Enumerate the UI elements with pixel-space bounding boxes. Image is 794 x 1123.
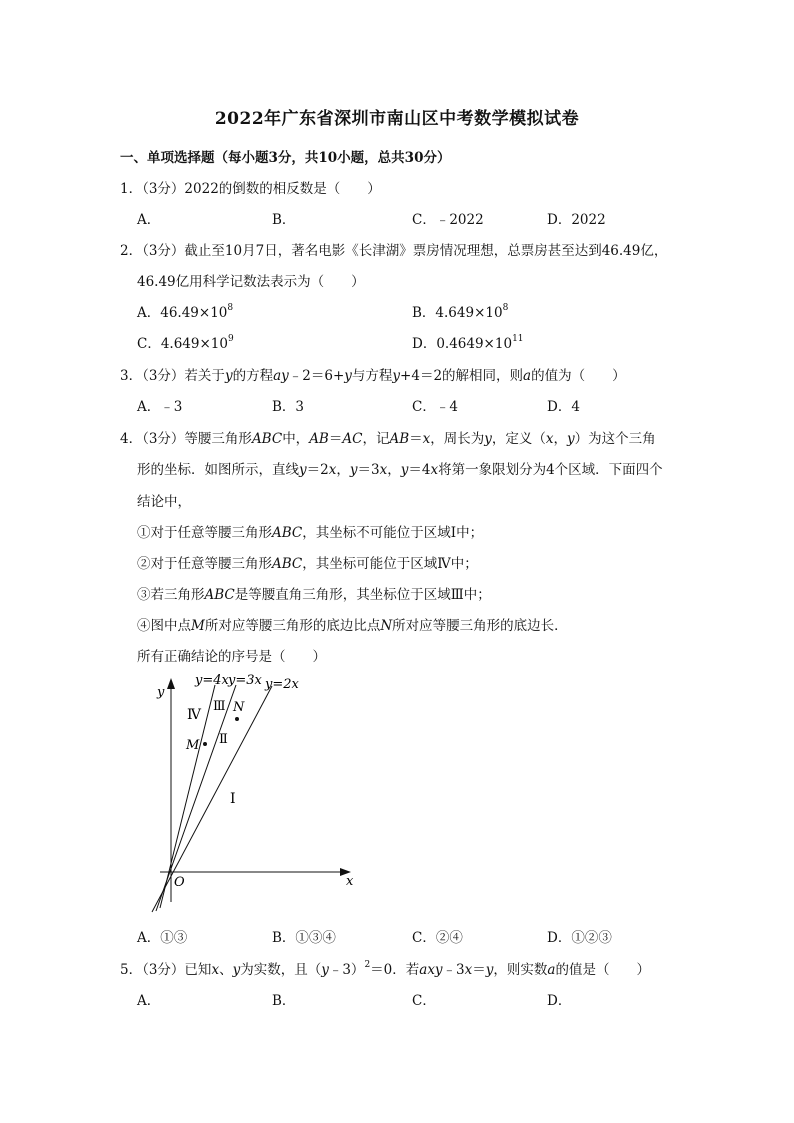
q4-option-d: D．①②③ [547, 930, 612, 946]
q5-text: ，则实数 [493, 962, 548, 978]
section-heading: 一、单项选择题（每小题3分，共10小题，总共30分） [120, 150, 451, 166]
q5-exponent: 2 [364, 960, 371, 970]
q3-var: y [344, 368, 352, 384]
q4-var: y [567, 431, 575, 447]
point-label-m: M [186, 738, 200, 753]
q4-text: 将第一象限划分为4个区域．下面四个 [438, 462, 663, 478]
point-label-n: N [233, 700, 245, 715]
q4-text: 中， [282, 431, 310, 447]
q2-d-exp: 11 [512, 334, 524, 344]
q3-var: y [392, 368, 401, 384]
q3-var: y [224, 368, 233, 384]
q4-var: ABC [272, 525, 303, 541]
q5-option-d: D． [547, 993, 572, 1009]
q4-var: ABC [272, 556, 303, 572]
q2-c-base: C．4.649×10 [137, 336, 228, 352]
question-5-stem [120, 958, 650, 978]
q4-conclusion-1 [137, 521, 483, 541]
q3-var: a [523, 368, 532, 384]
question-4-stem-line3: 结论中， [137, 494, 191, 510]
q4-text: ④图中点 [137, 618, 191, 634]
q5-var: x [211, 962, 220, 978]
question-4-stem-line1 [120, 427, 656, 447]
q5-text: 为实数，且（ [240, 962, 322, 978]
q3-option-c: C．﹣4 [412, 399, 458, 415]
q4-text: ， [387, 462, 401, 478]
q4-text: ，其坐标不可能位于区域Ⅰ中； [302, 525, 484, 541]
q2-b-exp: 8 [502, 303, 509, 313]
q4-var: AB [389, 431, 410, 447]
q5-var: axy [419, 962, 443, 978]
point-n [235, 717, 239, 721]
q5-var: y [485, 962, 494, 978]
q4-text: ＝3 [357, 462, 380, 478]
q4-text: 所对应等腰三角形的底边比点 [204, 618, 381, 634]
q5-text: ＝0．若 [370, 962, 420, 978]
q4-var: y [484, 431, 492, 447]
q4-figure [140, 670, 370, 920]
q3-text: 的值为（ ） [531, 368, 626, 384]
q4-text: 4．（3分）等腰三角形 [120, 431, 252, 447]
q5-var: a [547, 962, 556, 978]
q4-option-c: C．②④ [412, 930, 463, 946]
q2-option-b [412, 301, 508, 321]
q3-var: ay [273, 368, 289, 384]
page-title: 2022年广东省深圳市南山区中考数学模拟试卷 [214, 109, 580, 129]
region-label-i: Ⅰ [230, 791, 236, 807]
q4-var: y [299, 462, 307, 478]
q2-d-base: D．0.4649×10 [412, 336, 513, 352]
q3-option-d: D．4 [547, 399, 580, 415]
q4-var: AB [309, 431, 329, 447]
axis-label-y: y [157, 685, 165, 700]
label-y2x: y=2x [265, 677, 299, 692]
q4-var: N [380, 618, 393, 634]
q3-option-b: B．3 [272, 399, 305, 415]
q5-text: ＝ [472, 962, 486, 978]
point-m [203, 742, 207, 746]
q4-var: y [349, 462, 358, 478]
q5-text: ﹣3） [328, 962, 365, 978]
question-2-stem-line1: 2．（3分）截止至10月7日，著名电影《长津湖》票房情况理想，总票房甚至达到46.49亿， [120, 243, 668, 259]
q5-var: y [232, 962, 241, 978]
q3-text: 与方程 [351, 368, 393, 384]
region-label-iv: Ⅳ [187, 707, 201, 723]
q2-option-a [137, 301, 233, 321]
q4-var: x [430, 462, 439, 478]
q5-var: x [464, 962, 473, 978]
q4-conclusion-4 [137, 614, 568, 634]
q4-text: 是等腰直角三角形，其坐标位于区域Ⅲ中； [234, 587, 491, 603]
q4-text: ③若三角形 [137, 587, 205, 603]
q3-text: ﹣2＝6+ [288, 368, 345, 384]
q2-c-exp: 9 [227, 334, 234, 344]
q4-var: ABC [251, 431, 283, 447]
q4-var: M [191, 618, 205, 634]
q4-var: x [545, 431, 554, 447]
q4-text: ）为这个三角 [574, 431, 656, 447]
q1-option-b: B． [272, 212, 296, 228]
q4-option-a: A．①③ [137, 930, 188, 946]
q1-option-d: D．2022 [547, 212, 606, 228]
q4-conclusion-2 [137, 552, 478, 572]
q2-option-c [137, 332, 234, 352]
origin-label: O [174, 875, 185, 890]
q4-text: ＝ [328, 431, 343, 447]
q4-var: x [422, 431, 431, 447]
q4-conclusion-3 [137, 583, 491, 603]
q4-text: ＝ [409, 431, 423, 447]
q1-option-a: A． [137, 212, 161, 228]
q4-text: ①对于任意等腰三角形 [137, 525, 272, 541]
q4-text: ， [553, 431, 568, 447]
q5-text: ﹣3 [442, 962, 465, 978]
label-y3x: y=3x [228, 673, 262, 688]
label-y4x: y=4x [195, 673, 229, 688]
question-1-stem: 1．（3分）2022的倒数的相反数是（ ） [120, 181, 381, 197]
q3-text: 的方程 [232, 368, 274, 384]
q4-text: ＝2 [306, 462, 329, 478]
q4-text: 形的坐标．如图所示，直线 [137, 462, 299, 478]
q4-text: ＝4 [408, 462, 431, 478]
line-y2x [152, 686, 272, 912]
q5-option-b: B． [272, 993, 296, 1009]
q5-option-c: C． [412, 993, 436, 1009]
q5-text: 5．（3分）已知 [120, 962, 212, 978]
y-axis-arrow [167, 678, 175, 689]
q4-text: 所对应等腰三角形的底边长． [392, 618, 568, 634]
q5-text: 、 [219, 962, 233, 978]
q2-a-base: A．46.49×10 [137, 305, 228, 321]
region-label-iii: Ⅲ [213, 699, 226, 714]
q5-var: y [321, 962, 329, 978]
q3-text: 3．（3分）若关于 [120, 368, 225, 384]
question-4-stem-line2 [137, 458, 663, 478]
region-label-ii: Ⅱ [219, 732, 228, 747]
question-3-stem [120, 364, 626, 384]
q3-option-a: A．﹣3 [137, 399, 183, 415]
q2-b-base: B．4.649×10 [412, 305, 503, 321]
q4-ask: 所有正确结论的序号是（ ） [137, 649, 326, 665]
q2-option-d [412, 332, 524, 352]
axis-label-x: x [346, 874, 354, 889]
question-2-stem-line2: 46.49亿用科学记数法表示为（ ） [137, 274, 365, 290]
q3-text: +4＝2的解相同，则 [400, 368, 524, 384]
q1-option-c: C．﹣2022 [412, 212, 484, 228]
q4-var: x [328, 462, 337, 478]
q4-text: ，记 [362, 431, 390, 447]
q4-text: ，周长为 [430, 431, 485, 447]
q4-var: AC [342, 431, 363, 447]
q4-text: ，定义（ [491, 431, 546, 447]
q4-text: ②对于任意等腰三角形 [137, 556, 272, 572]
q4-text: ，其坐标可能位于区域Ⅳ中； [302, 556, 478, 572]
q4-var: ABC [204, 587, 235, 603]
q4-text: ， [336, 462, 350, 478]
q5-option-a: A． [137, 993, 161, 1009]
q5-text: 的值是（ ） [555, 962, 650, 978]
q2-a-exp: 8 [227, 303, 234, 313]
q4-var: x [379, 462, 388, 478]
q4-var: y [400, 462, 409, 478]
q4-option-b: B．①③④ [272, 930, 336, 946]
